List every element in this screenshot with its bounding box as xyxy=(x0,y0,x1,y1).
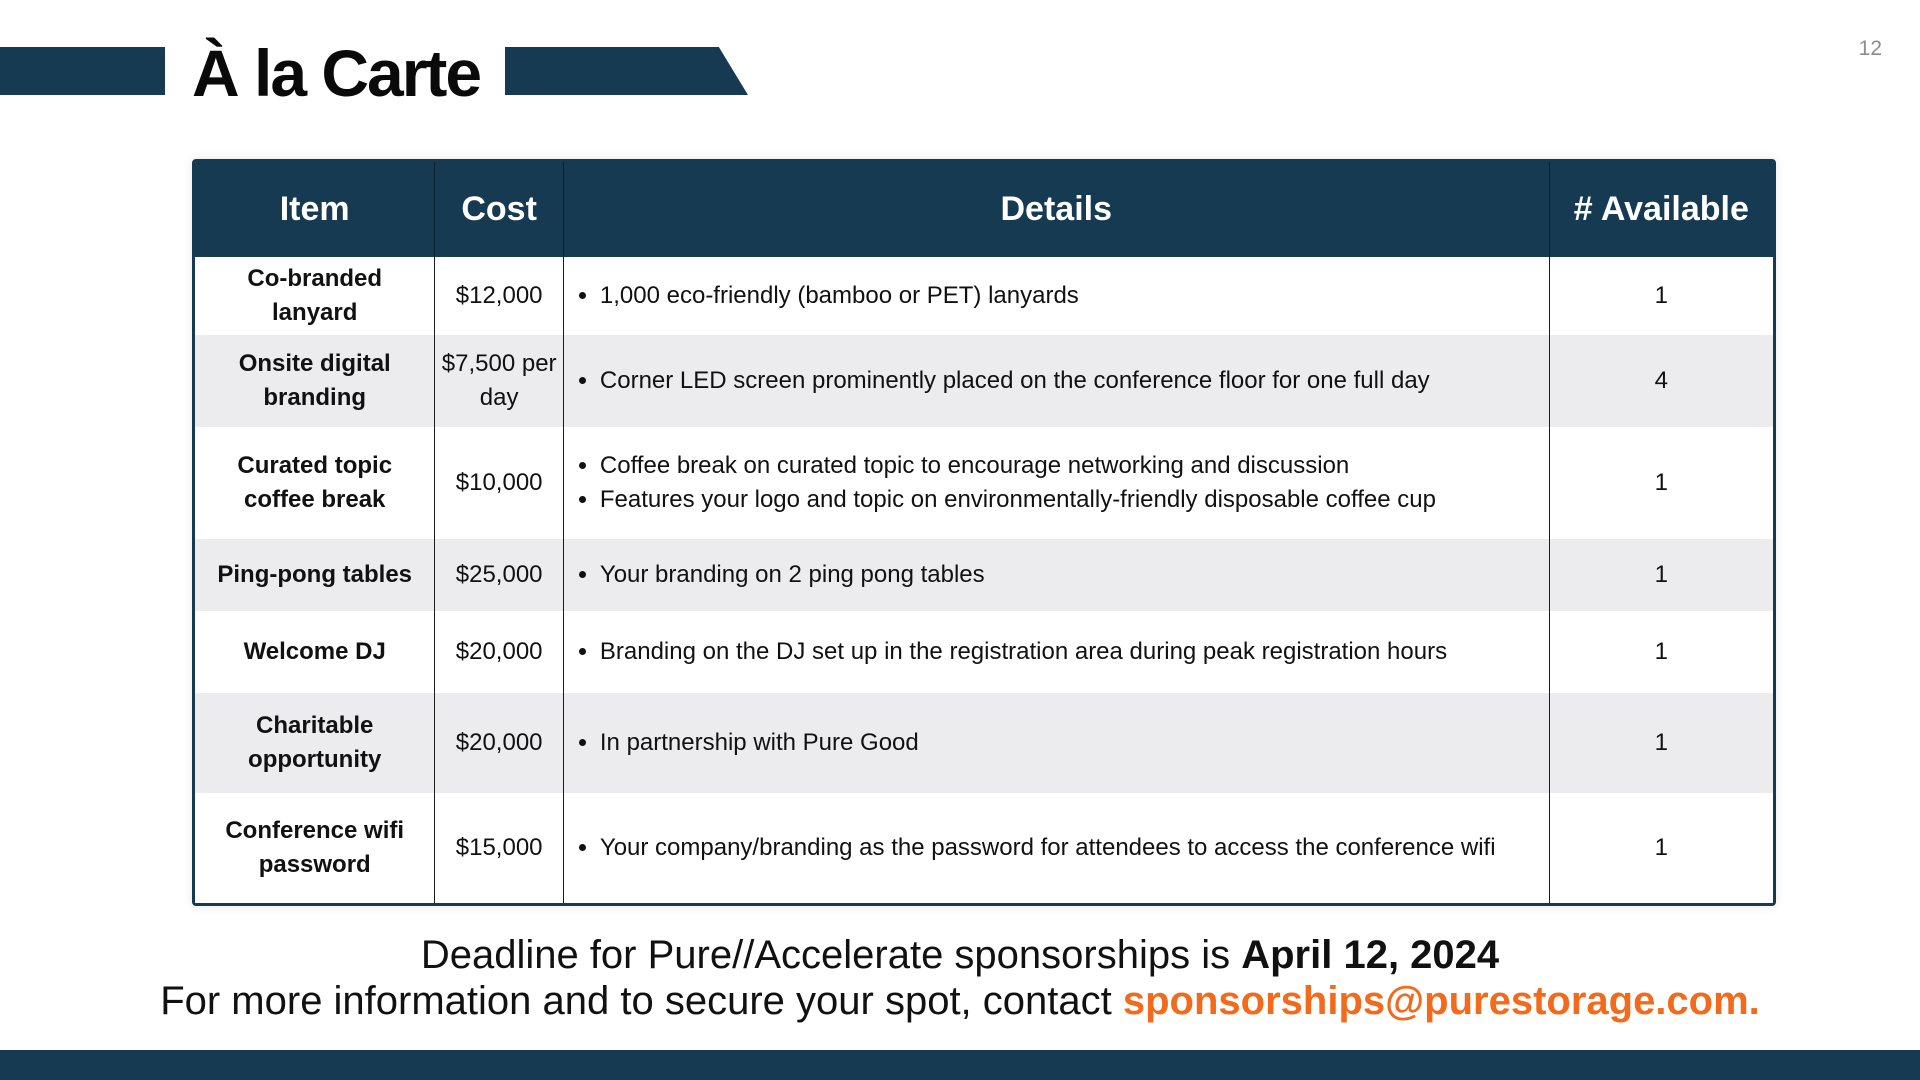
table-row xyxy=(195,793,1773,903)
bottom-accent-bar xyxy=(0,1050,1920,1080)
column-header-details: Details xyxy=(563,162,1549,257)
available-cell: 1 xyxy=(1549,427,1773,539)
column-header-item: Item xyxy=(195,162,435,257)
table-row xyxy=(195,335,1773,427)
details-cell xyxy=(563,257,1549,335)
details-list xyxy=(576,449,1535,517)
table-row xyxy=(195,611,1773,693)
available-cell: 4 xyxy=(1549,335,1773,427)
details-cell xyxy=(563,611,1549,693)
cost-cell: $7,500 per day xyxy=(435,335,563,427)
details-cell xyxy=(563,693,1549,793)
available-cell: 1 xyxy=(1549,693,1773,793)
table-row xyxy=(195,257,1773,335)
details-bullet: • 1,000 eco-friendly (bamboo or PET) lanyards xyxy=(600,279,1535,313)
deadline-text: Deadline for Pure//Accelerate sponsorships is xyxy=(420,933,1231,977)
details-list xyxy=(576,635,1535,669)
details-cell xyxy=(563,539,1549,611)
details-cell xyxy=(563,335,1549,427)
cost-cell: $25,000 xyxy=(435,539,563,611)
title-accent-bar-right xyxy=(505,47,748,95)
details-list xyxy=(576,279,1535,313)
available-cell: 1 xyxy=(1549,257,1773,335)
cost-cell: $20,000 xyxy=(435,693,563,793)
title-accent-bar-left xyxy=(0,47,165,95)
table-row xyxy=(195,539,1773,611)
contact-text: For more information and to secure your spot, contact xyxy=(160,979,1112,1023)
item-cell: Ping-pong tables xyxy=(195,539,435,611)
available-cell: 1 xyxy=(1549,611,1773,693)
table-header-row xyxy=(195,162,1773,257)
table-row xyxy=(195,427,1773,539)
cost-cell: $12,000 xyxy=(435,257,563,335)
cost-cell: $10,000 xyxy=(435,427,563,539)
cost-cell: $20,000 xyxy=(435,611,563,693)
deadline-date: April 12, 2024 xyxy=(1241,933,1500,977)
item-cell: Conference wifi password xyxy=(195,793,435,903)
item-cell: Curated topic coffee break xyxy=(195,427,435,539)
details-bullet: • Corner LED screen prominently placed on the conference floor for one full day xyxy=(600,364,1535,398)
contact-line xyxy=(0,976,1920,1026)
page-title: À la Carte xyxy=(192,36,481,110)
details-bullet: • Features your logo and topic on environmentally-friendly disposable coffee cup xyxy=(600,483,1535,517)
table-row xyxy=(195,693,1773,793)
item-cell: Co-branded lanyard xyxy=(195,257,435,335)
details-list xyxy=(576,364,1535,398)
sponsorship-table xyxy=(192,159,1776,906)
details-bullet: • In partnership with Pure Good xyxy=(600,726,1535,760)
column-header-cost: Cost xyxy=(435,162,563,257)
available-cell: 1 xyxy=(1549,539,1773,611)
available-cell: 1 xyxy=(1549,793,1773,903)
details-cell xyxy=(563,427,1549,539)
item-cell: Welcome DJ xyxy=(195,611,435,693)
details-bullet: • Your company/branding as the password for attendees to access the conference wifi xyxy=(600,831,1535,865)
contact-email-link[interactable]: sponsorships@purestorage.com. xyxy=(1122,979,1760,1023)
item-cell: Onsite digital branding xyxy=(195,335,435,427)
details-list xyxy=(576,558,1535,592)
column-header-available: # Available xyxy=(1549,162,1773,257)
cost-cell: $15,000 xyxy=(435,793,563,903)
deadline-line xyxy=(0,930,1920,980)
details-bullet: • Your branding on 2 ping pong tables xyxy=(600,558,1535,592)
details-list xyxy=(576,831,1535,865)
item-cell: Charitable opportunity xyxy=(195,693,435,793)
details-cell xyxy=(563,793,1549,903)
details-list xyxy=(576,726,1535,760)
details-bullet: • Branding on the DJ set up in the registration area during peak registration hours xyxy=(600,635,1535,669)
details-bullet: • Coffee break on curated topic to encourage networking and discussion xyxy=(600,449,1535,483)
page-number: 12 xyxy=(1858,37,1882,60)
